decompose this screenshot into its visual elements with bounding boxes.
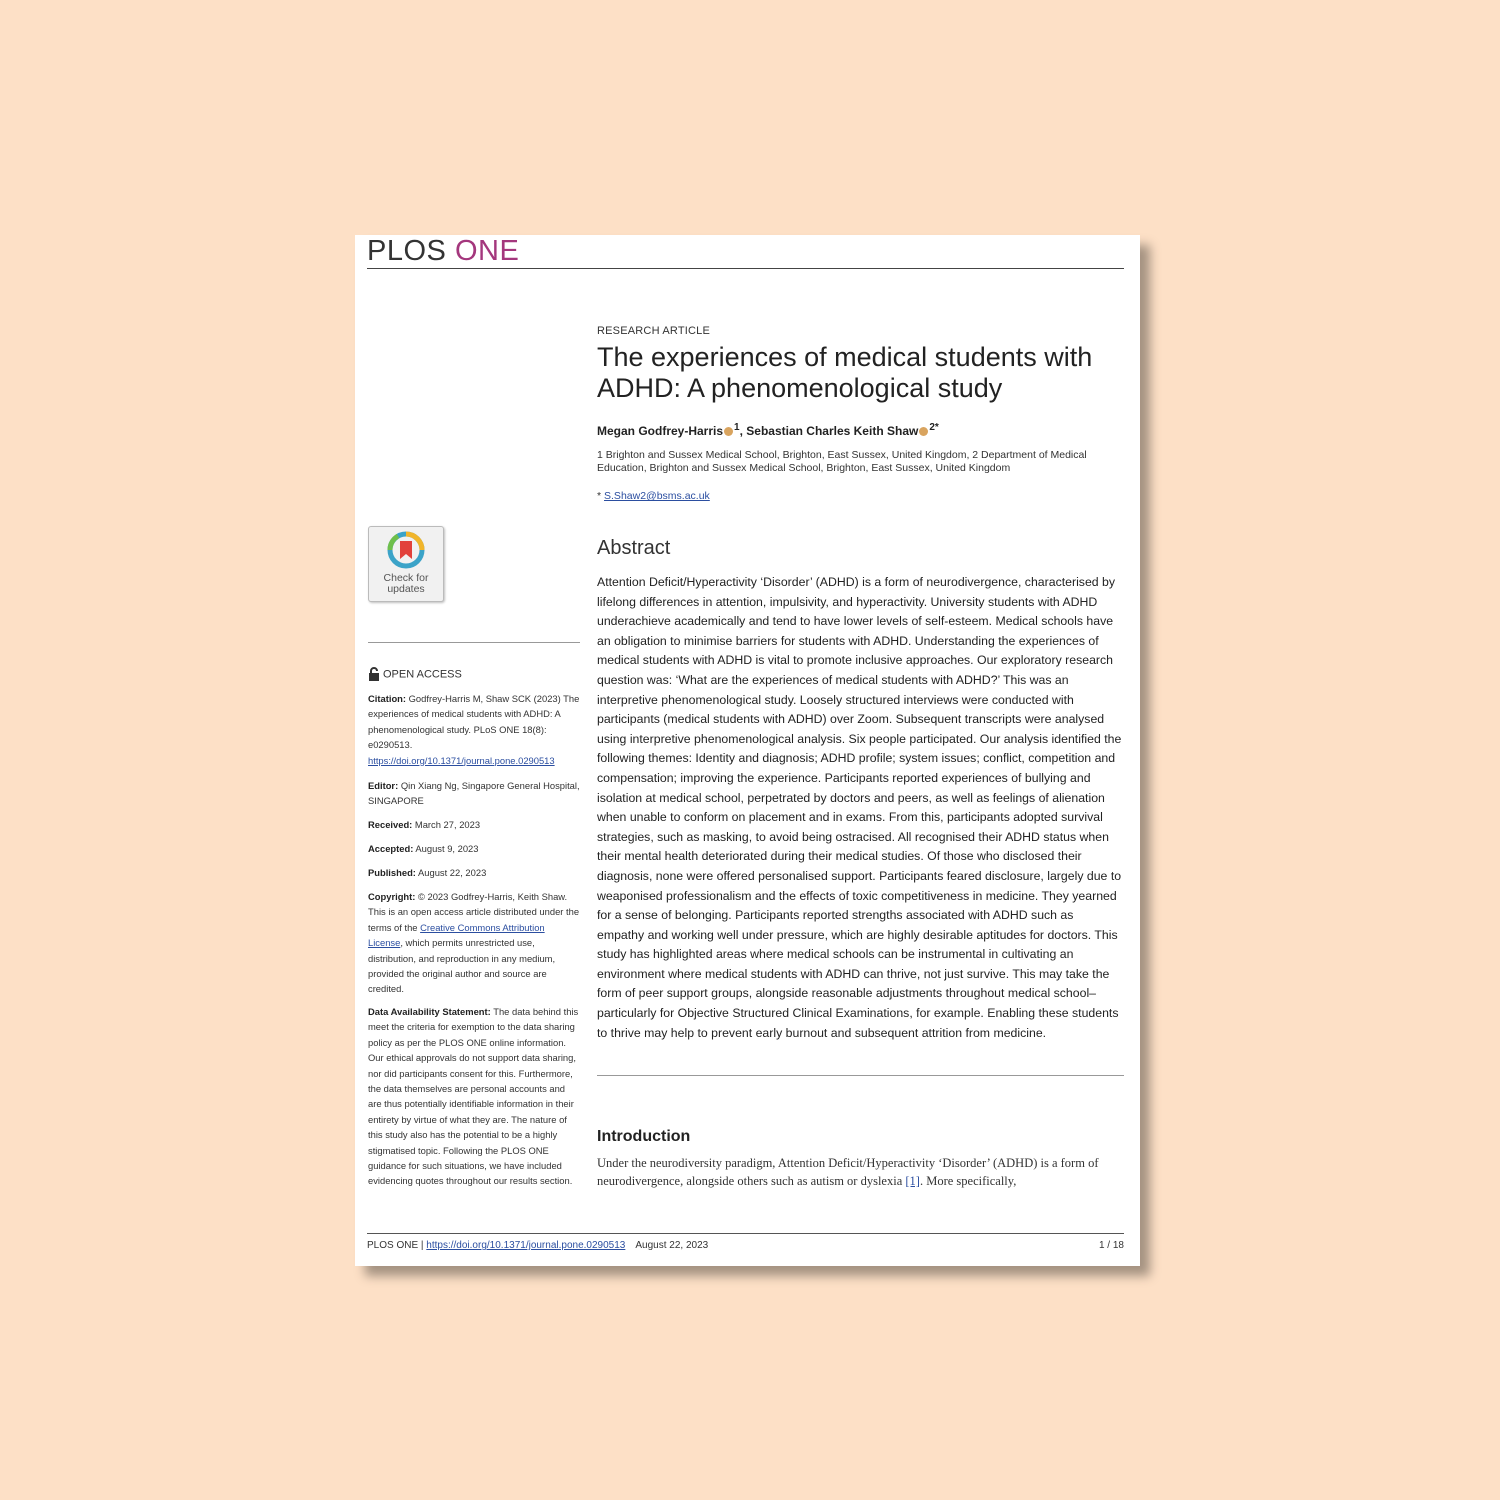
abstract-divider: [597, 1075, 1124, 1076]
email-link[interactable]: S.Shaw2@bsms.ac.uk: [604, 490, 710, 502]
footer-separator: |: [418, 1240, 427, 1251]
page-footer: [367, 1240, 708, 1251]
sidebar-divider: [368, 642, 580, 643]
published-label: Published:: [368, 867, 416, 878]
article-type: RESEARCH ARTICLE: [597, 325, 711, 337]
page-number: 1 / 18: [1098, 1240, 1124, 1251]
editor-block: [368, 778, 580, 809]
journal-logo-one: ONE: [454, 235, 520, 267]
introduction-text: [597, 1154, 1123, 1190]
article-title: The experiences of medical students with ADHD: A phenomenological study: [597, 342, 1093, 403]
crossmark-icon: [387, 531, 425, 569]
received-date: March 27, 2023: [412, 819, 481, 830]
copyright-text-end: , which permits unrestricted use, distribution, and reproduction in any medium, provided the original author and source are credited.: [368, 937, 556, 995]
journal-logo-plos: PLOS: [367, 235, 447, 267]
footer-doi-link[interactable]: https://doi.org/10.1371/journal.pone.0290513: [426, 1240, 626, 1251]
data-availability-text: The data behind this meet the criteria for exemption to the data sharing policy as per the PLOS ONE online information. Our ethical approvals do not support data sharing, nor did participants consent for this. Furthermore, the data themselves are personal accounts and are thus potentially identifiable information in their entirety by virtue of what they are. The nature of this study also has the potential to be a highly stigmatised topic. Following the PLOS ONE guidance for such situations, we have included evidencing quotes throughout our results section.: [368, 1006, 579, 1187]
citation-block: [368, 691, 580, 768]
editor-label: Editor:: [368, 780, 399, 791]
paper-page: [355, 235, 1140, 1266]
license-link[interactable]: Creative Commons Attribution License: [368, 921, 545, 949]
footer-date: August 22, 2023: [635, 1240, 709, 1251]
citation-label: Citation:: [368, 693, 407, 704]
editor-text: Qin Xiang Ng, Singapore General Hospital, SINGAPORE: [368, 780, 580, 807]
published-date: August 22, 2023: [415, 867, 487, 878]
corresponding-email: [597, 490, 710, 502]
footer-journal: PLOS ONE: [367, 1240, 419, 1251]
masthead-divider: [367, 268, 1124, 269]
received-block: [368, 817, 580, 832]
published-block: [368, 865, 580, 880]
accepted-date: August 9, 2023: [413, 843, 479, 854]
citation-text: Godfrey-Harris M, Shaw SCK (2023) The experiences of medical students with ADHD: A phenomenological study. PLoS ONE 18(8): e0290513.: [368, 693, 580, 751]
journal-logo: [367, 235, 519, 268]
accepted-block: [368, 841, 580, 856]
abstract-heading: Abstract: [597, 537, 671, 559]
introduction-heading: Introduction: [597, 1128, 691, 1145]
author-affiliation-marker: 2*: [929, 422, 939, 433]
orcid-icon[interactable]: [724, 427, 733, 436]
open-lock-icon: [368, 667, 380, 682]
data-availability-block: [368, 1004, 580, 1189]
copyright-label: Copyright:: [368, 891, 416, 902]
abstract-text: Attention Deficit/Hyperactivity ‘Disorder’ (ADHD) is a form of neurodivergence, characterised by lifelong differences in attention, impulsivity, and hyperactivity. University students with ADHD underachieve academically and tend to have lower levels of self-esteem. Medical schools have an obligation to minimise barriers for students with ADHD. Understanding the experiences of medical students with ADHD is vital to promote inclusive approaches. Our exploratory research question was: ‘What are the experiences of medical students with ADHD?’ This was an interpretive phenomenological study. Loosely structured interviews were conducted with participants (medical students with ADHD) over Zoom. Subsequent transcripts were analysed using interpretive phenomenological analysis. Six people participated. Our analysis identified the following themes: Identity and diagnosis; ADHD profile; system issues; conflict, competition and compensation; improving the experience. Participants reported experiences of bullying and isolation at medical school, perpetrated by doctors and peers, as well as feelings of alienation when unable to conform on placement and in exams. From this, participants adopted survival strategies, such as masking, to avoid being ostracised. All recognised their ADHD status when their mental health deteriorated during their medical studies. Of those who disclosed their diagnosis, none were offered personalised support. Participants feared disclosure, largely due to weaponised professionalism and the effects of toxic competitiveness in medicine. They yearned for a sense of belonging. Participants reported strengths associated with ADHD such as empathy and working well under pressure, which are highly desirable aptitudes for doctors. This study has highlighted areas where medical schools can be instrumental in cultivating an environment where medical students with ADHD can thrive, not just survive. This may take the form of peer support groups, alongside reasonable adjustments throughout medical school–particularly for Objective Structured Clinical Examinations, for example. Enabling these students to thrive may help to prevent early burnout and subsequent attrition from medicine.: [597, 575, 1122, 1040]
copyright-block: [368, 889, 580, 997]
introduction-body: Under the neurodiversity paradigm, Attention Deficit/Hyperactivity ‘Disorder’ (ADHD) is a form of neurodivergence, alongside others such as autism or dyslexia: [597, 1156, 1099, 1188]
author-name[interactable]: Sebastian Charles Keith Shaw: [746, 424, 919, 438]
open-access-badge: [368, 667, 462, 682]
introduction-body-cont: . More specifically,: [919, 1174, 1017, 1188]
orcid-icon[interactable]: [919, 427, 928, 436]
author-list: Megan Godfrey-Harris $^1$, Sebastian Charles Keith Shaw $^{2*}$: [597, 422, 939, 438]
check-for-updates-label: Check for updates: [383, 572, 429, 595]
email-prefix: *: [597, 490, 605, 502]
received-label: Received:: [368, 819, 413, 830]
author-affiliation-marker: 1: [734, 422, 740, 433]
accepted-label: Accepted:: [368, 843, 414, 854]
check-for-updates-button[interactable]: [368, 526, 444, 602]
author-name[interactable]: Megan Godfrey-Harris: [597, 424, 724, 438]
footer-divider: [367, 1233, 1124, 1234]
copyright-text: © 2023 Godfrey-Harris, Keith Shaw. This is an open access article distributed under the terms of the: [368, 891, 580, 933]
citation-doi-link[interactable]: https://doi.org/10.1371/journal.pone.0290513: [368, 754, 555, 766]
open-access-label: OPEN ACCESS: [383, 668, 462, 681]
affiliations: 1 Brighton and Sussex Medical School, Brighton, East Sussex, United Kingdom, 2 Department of Medical Education, Brighton and Sussex Medical School, Brighton, East Sussex, United Kingdom: [597, 449, 1087, 474]
data-availability-label: Data Availability Statement:: [368, 1006, 491, 1017]
reference-link[interactable]: [1]: [905, 1174, 920, 1188]
